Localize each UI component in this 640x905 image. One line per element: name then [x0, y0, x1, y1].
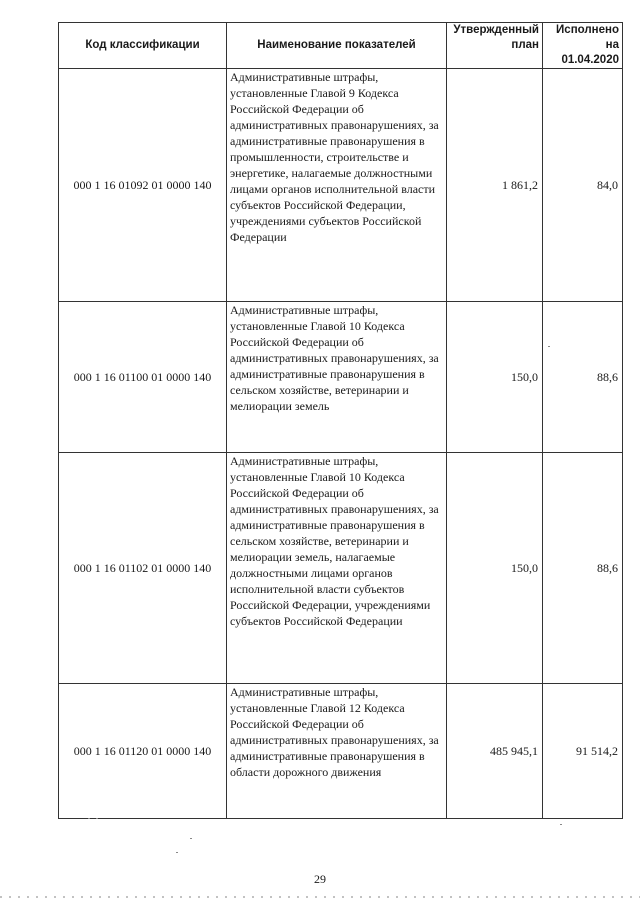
budget-table: [58, 22, 623, 819]
indicator-name-cell: Административные штрафы, установленные Главой 12 Кодекса Российской Федерации об административных правонарушениях, за административные правонарушения в области дорожного движения: [227, 684, 447, 819]
header-classification-code: Код классификации: [59, 23, 227, 69]
executed-cell: 88,6: [543, 453, 623, 684]
page-number: 29: [314, 872, 326, 886]
table-row: [59, 684, 623, 819]
header-executed: Исполнено на 01.04.2020: [543, 23, 623, 69]
indicator-name-cell: Административные штрафы, установленные Главой 10 Кодекса Российской Федерации об административных правонарушениях, за административные правонарушения в сельском хозяйстве, ветеринарии и мелиорации земель, налагаемые должностными лицами органов исполнительной власти субъектов Российской Федерации, учреждениями субъектов Российской Федерации: [227, 453, 447, 684]
scan-edge-line: [0, 896, 640, 898]
classification-code-cell: 000 1 16 01120 01 0000 140: [59, 684, 227, 819]
classification-code-cell: 000 1 16 01100 01 0000 140: [59, 302, 227, 453]
header-approved-plan: Утвержденный план: [447, 23, 543, 69]
executed-cell: 88,6: [543, 302, 623, 453]
executed-cell: 91 514,2: [543, 684, 623, 819]
scan-speck: [560, 824, 562, 825]
executed-cell: 84,0: [543, 69, 623, 302]
table-row: [59, 302, 623, 453]
header-indicator-name: Наименование показателей: [227, 23, 447, 69]
scan-speck: [88, 818, 90, 819]
scan-speck: [176, 852, 178, 853]
table-row: [59, 453, 623, 684]
classification-code-cell: 000 1 16 01092 01 0000 140: [59, 69, 227, 302]
approved-plan-cell: 1 861,2: [447, 69, 543, 302]
scan-speck: [190, 838, 192, 839]
approved-plan-cell: 150,0: [447, 302, 543, 453]
scan-speck: [548, 346, 550, 347]
approved-plan-cell: 150,0: [447, 453, 543, 684]
indicator-name-cell: Административные штрафы, установленные Главой 9 Кодекса Российской Федерации об административных правонарушениях, за административные правонарушения в промышленности, строительстве и энергетике, налагаемые должностными лицами органов исполнительной власти субъектов Российской Федерации, учреждениями субъектов Российской Федерации: [227, 69, 447, 302]
indicator-name-cell: Административные штрафы, установленные Главой 10 Кодекса Российской Федерации об административных правонарушениях, за административные правонарушения в сельском хозяйстве, ветеринарии и мелиорации земель: [227, 302, 447, 453]
classification-code-cell: 000 1 16 01102 01 0000 140: [59, 453, 227, 684]
table-row: [59, 69, 623, 302]
approved-plan-cell: 485 945,1: [447, 684, 543, 819]
scan-speck: [96, 818, 98, 819]
table-header-row: [59, 23, 623, 69]
document-sheet: [58, 22, 622, 819]
